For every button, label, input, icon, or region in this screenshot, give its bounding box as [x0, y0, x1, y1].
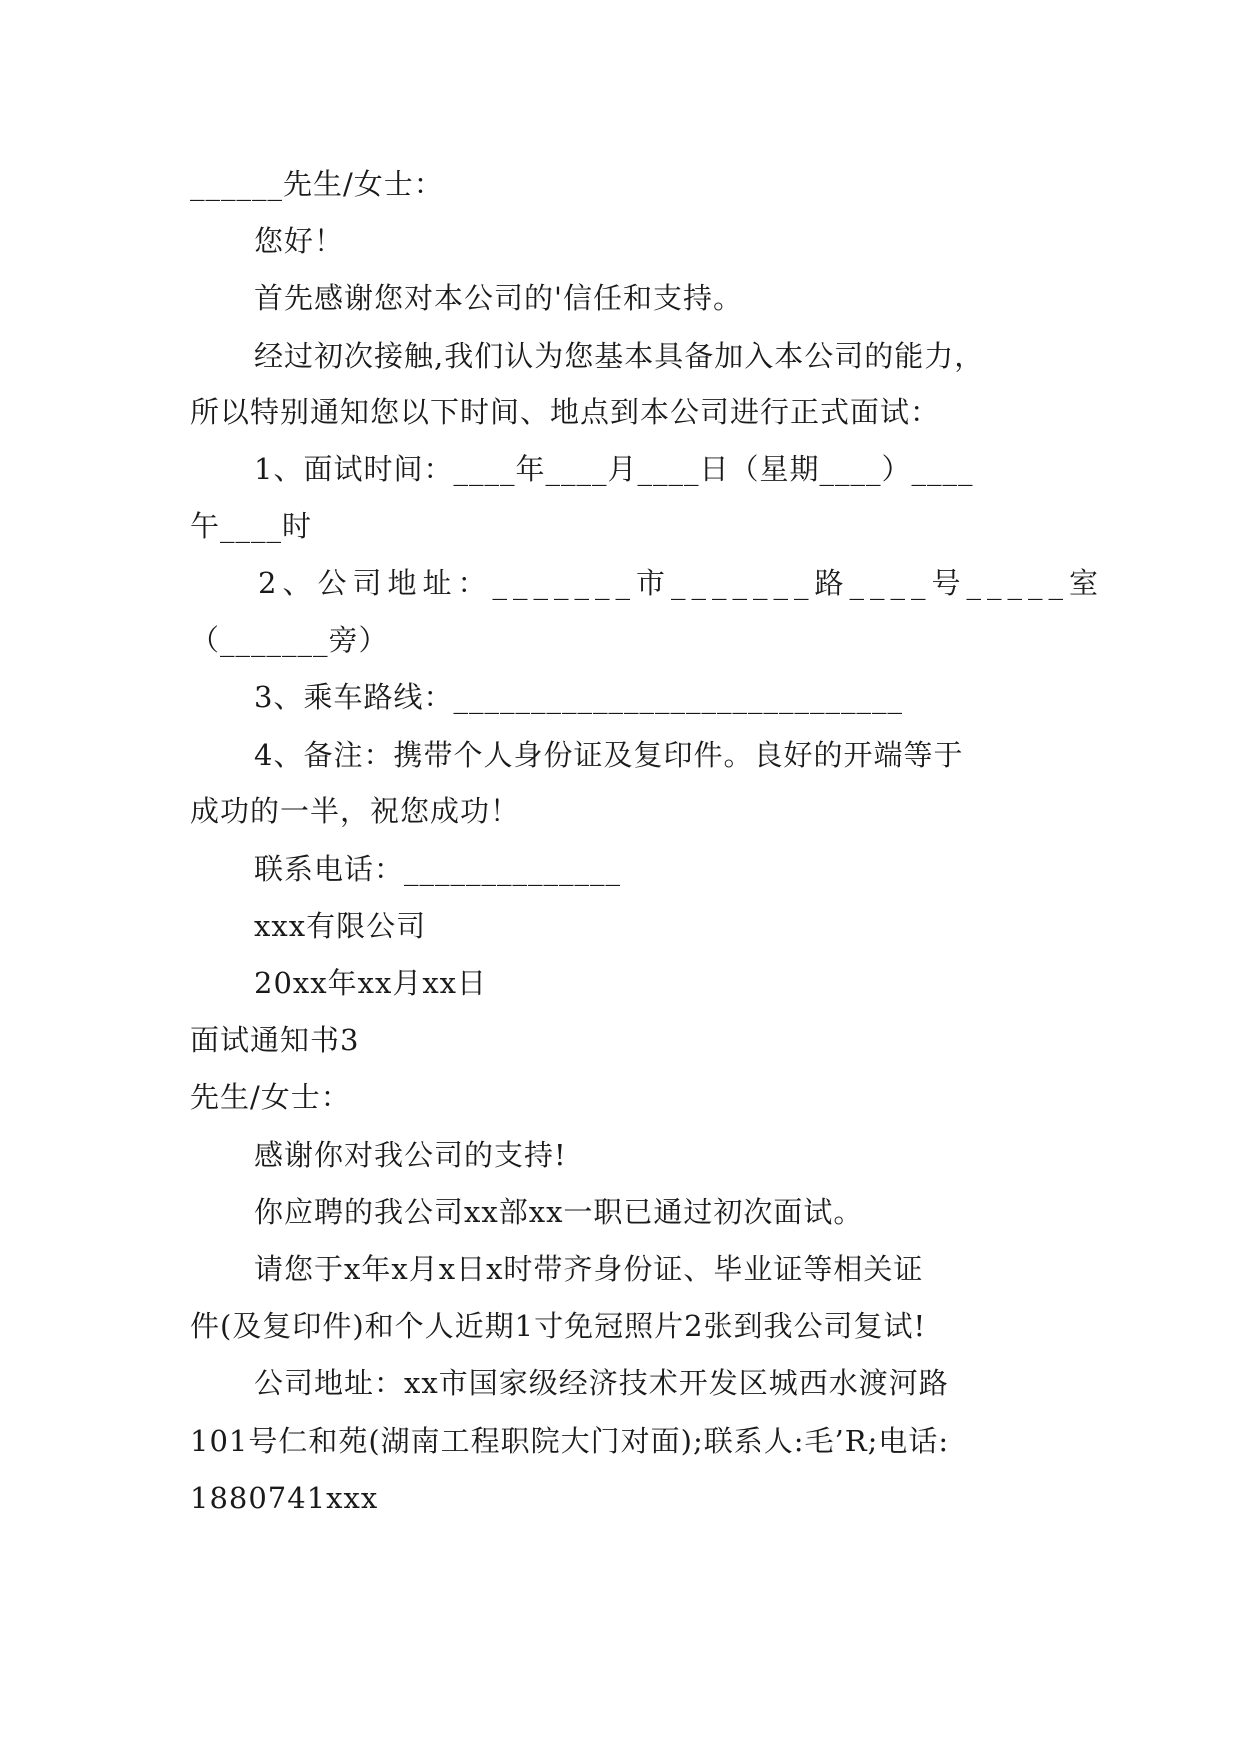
greeting: 您好！ [254, 224, 345, 258]
address-paragraph-line-3: 1880741xxx [190, 1481, 379, 1515]
section-heading: 面试通知书3 [190, 1023, 360, 1057]
interview-time-line-1: 1、面试时间：____年____月____日（星期____）____ [254, 452, 974, 486]
remarks-line-1: 4、备注：携带个人身份证及复印件。良好的开端等于 [254, 738, 964, 772]
reinterview-paragraph-line-2: 件(及复印件)和个人近期1寸免冠照片2张到我公司复试! [190, 1309, 927, 1343]
remarks-line-2: 成功的一半，祝您成功！ [190, 794, 521, 828]
thanks-paragraph: 首先感谢您对本公司的'信任和支持。 [254, 281, 743, 315]
intro-paragraph-line-1: 经过初次接触,我们认为您基本具备加入本公司的能力， [254, 339, 985, 373]
address-paragraph-line-2: 101号仁和苑(湖南工程职院大门对面);联系人:毛’R;电话: [190, 1424, 950, 1458]
passed-interview-paragraph: 你应聘的我公司xx部xx一职已通过初次面试。 [254, 1195, 864, 1229]
letter-date: 20xx年xx月xx日 [254, 966, 488, 1000]
address-paragraph-line-1: 公司地址：xx市国家级经济技术开发区城西水渡河路 [254, 1366, 949, 1400]
interview-time-line-2: 午____时 [190, 509, 313, 543]
bus-route-line: 3、乘车路线：_____________________________ [254, 680, 903, 714]
thanks-paragraph-2: 感谢你对我公司的支持! [254, 1138, 567, 1172]
salutation-line-2: 先生/女士： [190, 1080, 351, 1114]
company-address-line-1: 2、公司地址：_______市_______路____号_____室 [258, 566, 1104, 600]
salutation-line: ______先生/女士： [190, 167, 444, 201]
reinterview-paragraph-line-1: 请您于x年x月x日x时带齐身份证、毕业证等相关证 [254, 1252, 924, 1286]
intro-paragraph-line-2: 所以特别通知您以下时间、地点到本公司进行正式面试： [190, 395, 941, 429]
company-address-line-2: （_______旁） [190, 623, 389, 657]
contact-phone-line: 联系电话：______________ [254, 852, 622, 886]
company-name: xxx有限公司 [254, 909, 427, 943]
